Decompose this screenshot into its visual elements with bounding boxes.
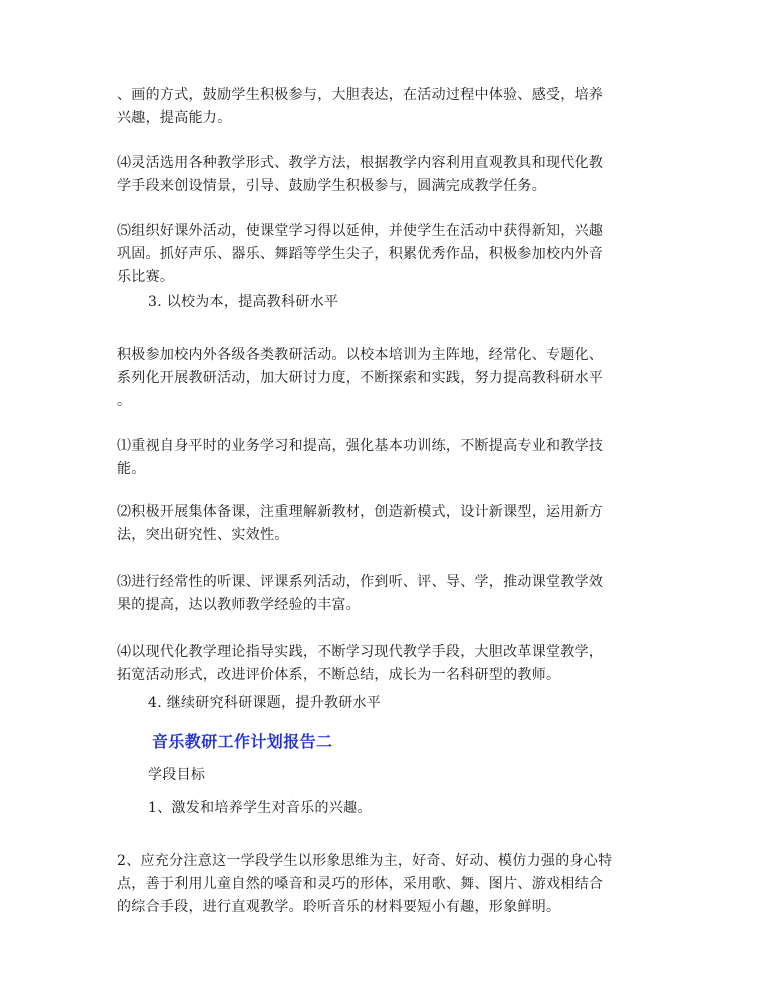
paragraph-lesson-observation: ⑶进行经常性的听课、评课系列活动，作到听、评、导、学，推动课堂教学效 果的提高，达以教师教学经验的丰富。	[117, 574, 604, 613]
paragraph-stage-characteristics: 2、应充分注意这一学段学生以形象思维为主，好奇、好动、模仿力强的身心特 点，善于利用儿童自然的嗓音和灵巧的形体，采用歌、舞、图片、游戏相结合 的综合手段，进行直观教学。聆听音乐的材料要短小有趣，形象鲜明。	[117, 853, 613, 915]
paragraph-activity-methods: 、画的方式，鼓励学生积极参与，大胆表达，在活动过程中体验、感受，培养 兴趣，提高能力。	[117, 87, 604, 126]
goal-label: 学段目标	[148, 767, 206, 783]
subheading-school-based-research: 3. 以校为本，提高教科研水平	[148, 294, 339, 310]
paragraph-teaching-forms: ⑷灵活选用各种教学形式、教学方法，根据教学内容利用直观教具和现代化教 学手段来创设情景，引导、鼓励学生积极参与，圆满完成教学任务。	[117, 155, 604, 194]
goal-item-1: 1、激发和培养学生对音乐的兴趣。	[148, 800, 372, 816]
paragraph-self-study: ⑴重视自身平时的业务学习和提高，强化基本功训练，不断提高专业和教学技 能。	[117, 438, 604, 477]
paragraph-research-activities: 积极参加校内外各级各类教研活动。以校本培训为主阵地，经常化、专题化、 系列化开展教研活动，加大研讨力度，不断探索和实践，努力提高教科研水平 。	[117, 347, 604, 409]
subheading-research-topics: 4. 继续研究科研课题，提升教研水平	[148, 695, 382, 711]
paragraph-modern-theory: ⑷以现代化教学理论指导实践，不断学习现代教学手段，大胆改革课堂教学， 拓宽活动形式，改进评价体系，不断总结，成长为一名科研型的教师。	[117, 644, 604, 683]
paragraph-extracurricular: ⑸组织好课外活动，使课堂学习得以延伸，并使学生在活动中获得新知，兴趣 巩固。抓好声乐、器乐、舞蹈等学生尖子，积累优秀作品，积极参加校内外音 乐比赛。	[117, 223, 604, 285]
paragraph-collective-prep: ⑵积极开展集体备课，注重理解新教材，创造新模式，设计新课型，运用新方 法，突出研究性、实效性。	[117, 504, 604, 543]
section-heading: 音乐教研工作计划报告二	[152, 732, 333, 751]
